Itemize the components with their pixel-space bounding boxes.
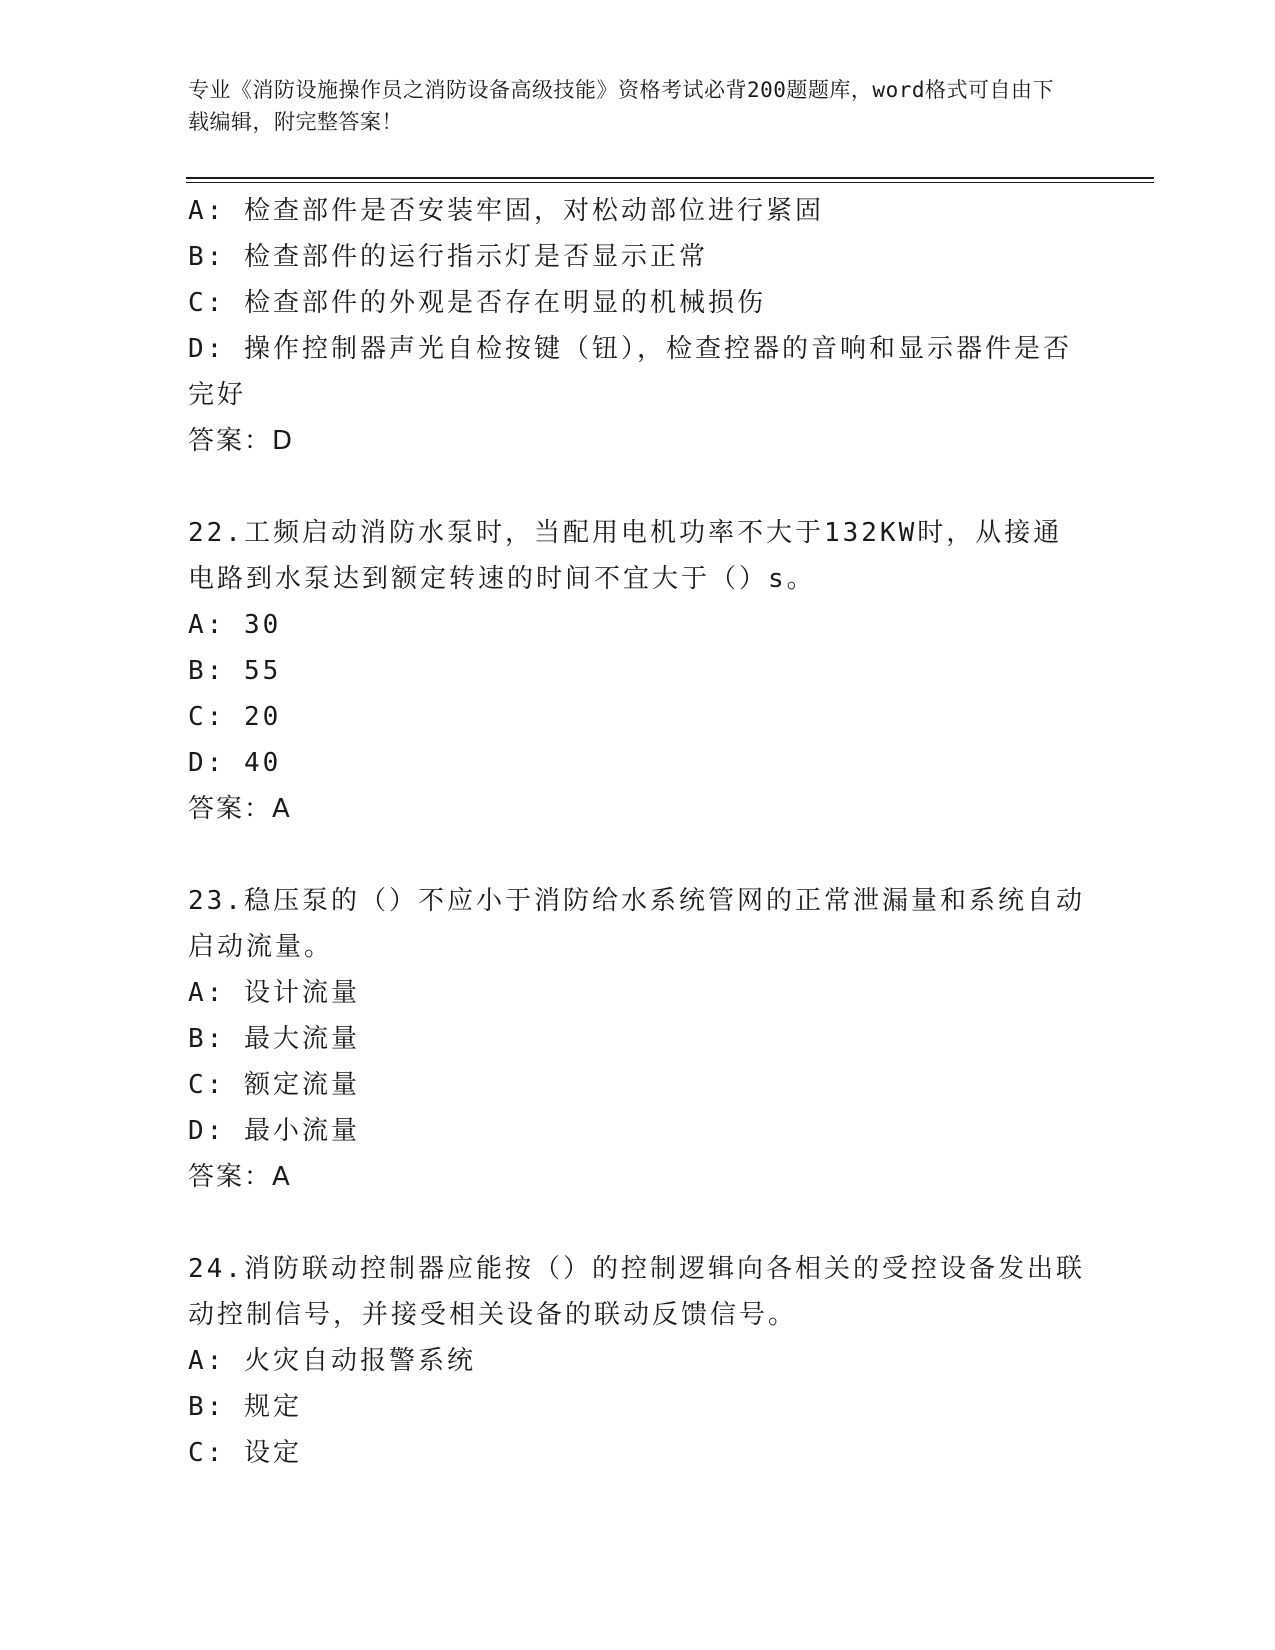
document-header: 专业《消防设施操作员之消防设备高级技能》资格考试必背200题题库，word格式可自由下载编辑，附完整答案！ (188, 78, 1054, 134)
option-c: C: 额定流量 (188, 1070, 360, 1100)
question-22 (188, 510, 1088, 832)
option-c: C: 20 (188, 702, 282, 732)
option-b: B: 规定 (188, 1392, 302, 1422)
answer-label: 答案：A (188, 1162, 292, 1192)
option-b: B: 最大流量 (188, 1024, 360, 1054)
option-d: D: 操作控制器声光自检按键（钮），检查控器的音响和显示器件是否完好 (188, 334, 1072, 410)
question-list (188, 188, 1088, 1476)
option-d: D: 最小流量 (188, 1116, 360, 1146)
spacer (188, 1200, 1088, 1246)
option-b: B: 检查部件的运行指示灯是否显示正常 (188, 242, 708, 272)
question-text: 22.工频启动消防水泵时，当配用电机功率不大于132KW时，从接通电路到水泵达到额定转速的时间不宜大于（）s。 (188, 518, 1063, 594)
header-divider-thin (186, 182, 1154, 183)
question-text: 24.消防联动控制器应能按（）的控制逻辑向各相关的受控设备发出联动控制信号，并接受相关设备的联动反馈信号。 (188, 1254, 1085, 1330)
spacer (188, 464, 1088, 510)
answer-label: 答案：D (188, 426, 295, 456)
question-24 (188, 1246, 1088, 1476)
question-text: 23.稳压泵的（）不应小于消防给水系统管网的正常泄漏量和系统自动启动流量。 (188, 886, 1085, 962)
answer-label: 答案：A (188, 794, 292, 824)
option-a: A: 火灾自动报警系统 (188, 1346, 476, 1376)
option-a: A: 检查部件是否安装牢固，对松动部位进行紧固 (188, 196, 824, 226)
option-d: D: 40 (188, 748, 282, 778)
option-c: C: 设定 (188, 1438, 302, 1468)
spacer (188, 832, 1088, 878)
question-21-tail (188, 188, 1088, 464)
question-23 (188, 878, 1088, 1200)
option-c: C: 检查部件的外观是否存在明显的机械损伤 (188, 288, 766, 318)
header-divider-thick (186, 177, 1154, 179)
option-a: A: 设计流量 (188, 978, 360, 1008)
option-a: A: 30 (188, 610, 282, 640)
option-b: B: 55 (188, 656, 282, 686)
